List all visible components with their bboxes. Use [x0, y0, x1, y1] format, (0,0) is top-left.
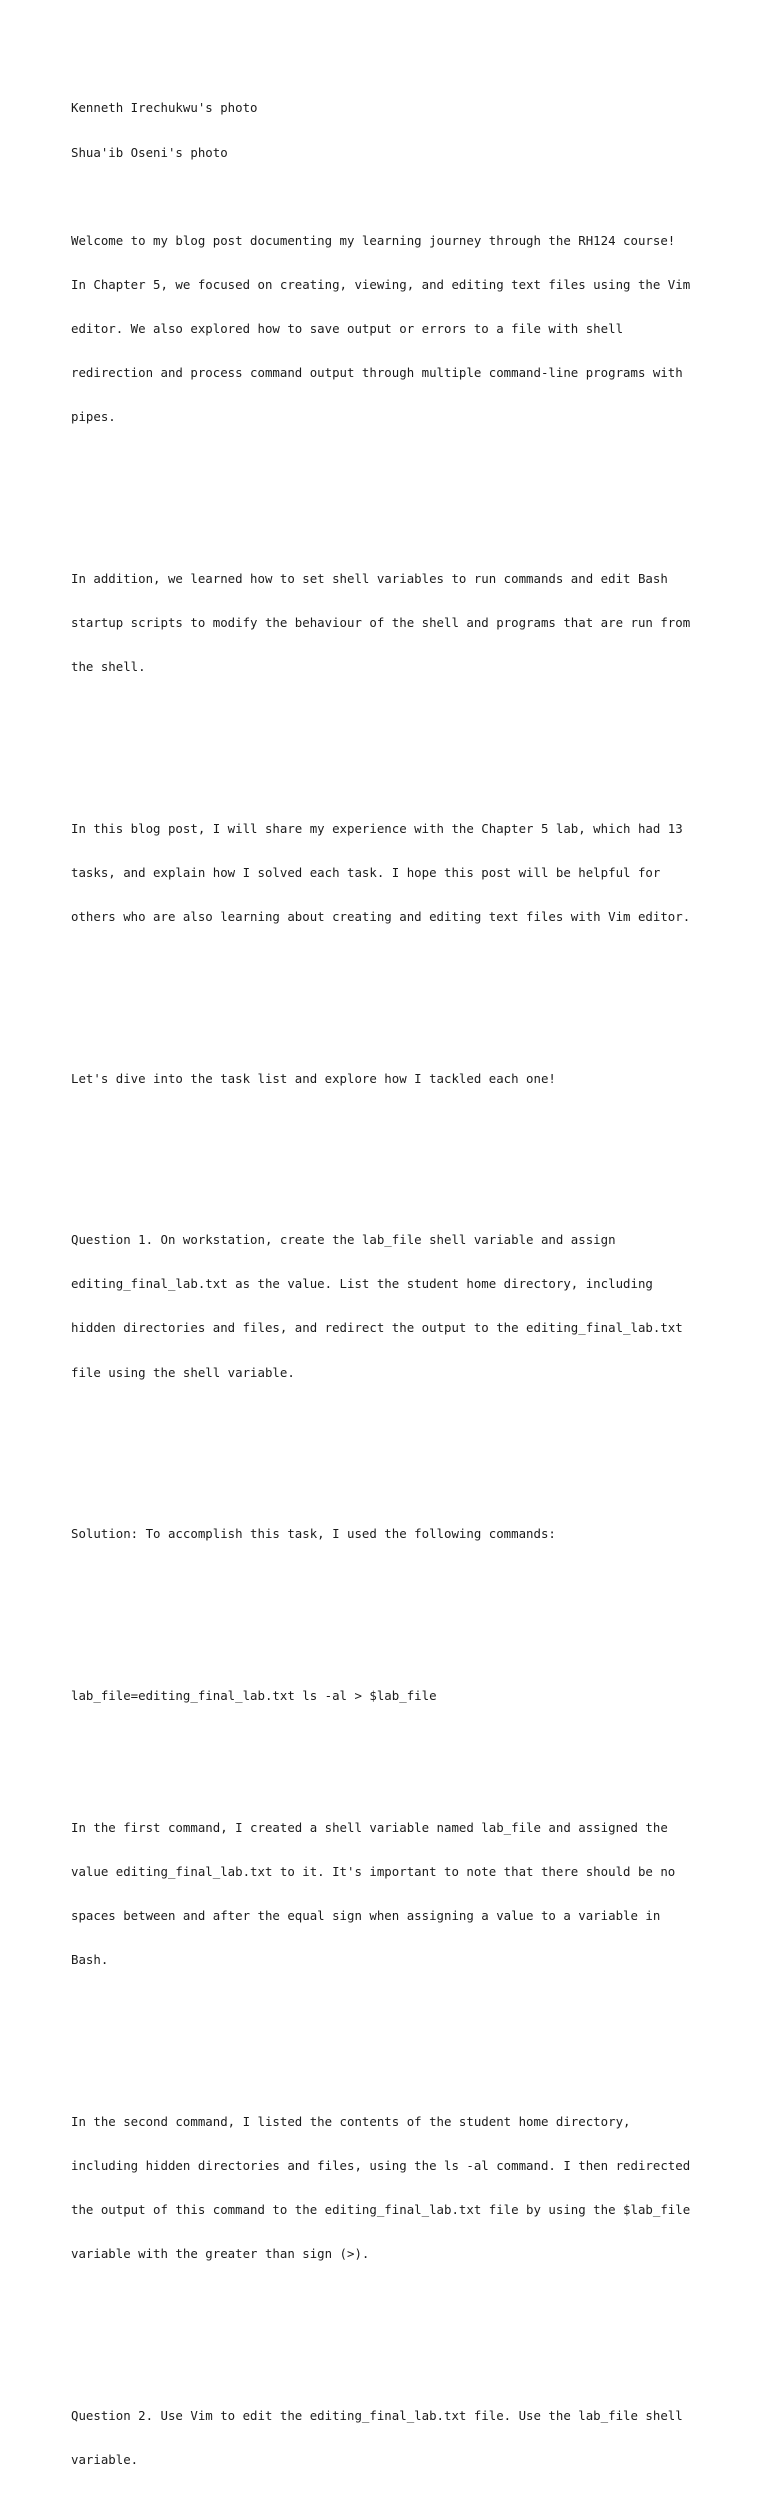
intro-line: editor. We also explored how to save output or errors to a file with shell: [71, 320, 624, 336]
paragraph-line: tasks, and explain how I solved each task. I hope this post will be helpful for: [71, 864, 661, 880]
question-line: Question 2. Use Vim to edit the editing_final_lab.txt file. Use the lab_file shell: [71, 2408, 683, 2424]
question-line: Question 1. On workstation, create the lab_file shell variable and assign: [71, 1232, 616, 1248]
shell-variables-paragraph: [71, 542, 711, 704]
paragraph-line: the output of this command to the editing_final_lab.txt file by using the $lab_file: [71, 2202, 691, 2218]
lab-paragraph: [71, 792, 711, 954]
question-line: hidden directories and files, and redirect the output to the editing_final_lab.txt: [71, 1320, 683, 1336]
solution-1: [71, 1498, 711, 1572]
paragraph-line: spaces between and after the equal sign when assigning a value to a variable in: [71, 1908, 661, 1924]
intro-line: pipes.: [71, 409, 116, 425]
paragraph-line: Let's dive into the task list and explore how I tackled each one!: [71, 1070, 556, 1086]
question-line: variable.: [71, 2452, 139, 2468]
paragraph-gap: [71, 1733, 711, 1748]
paragraph-line: In the first command, I created a shell variable named lab_file and assigned the: [71, 1820, 668, 1836]
blog-document: [71, 72, 711, 2512]
paragraph-line: In addition, we learned how to set shell variables to run commands and edit Bash: [71, 570, 668, 586]
question-line: file using the shell variable.: [71, 1364, 295, 1380]
paragraph-gap: [71, 1145, 711, 1160]
paragraph-gap: [71, 733, 711, 748]
explanation-2: [71, 2086, 711, 2292]
paragraph-gap: [71, 484, 711, 499]
photo-caption-shuaib: Shua'ib Oseni's photo: [71, 144, 228, 160]
photo-caption-kenneth: Kenneth Irechukwu's photo: [71, 100, 258, 116]
paragraph-line: In this blog post, I will share my experience with the Chapter 5 lab, which had 13: [71, 820, 683, 836]
code-gap: [71, 1601, 711, 1645]
question-line: editing_final_lab.txt as the value. List the student home directory, including: [71, 1276, 653, 1292]
intro-line: In Chapter 5, we focused on creating, viewing, and editing text files using the Vim: [71, 276, 691, 292]
dive-paragraph: [71, 1042, 711, 1116]
paragraph-line: others who are also learning about creating and editing text files with Vim editor.: [71, 908, 691, 924]
paragraph-line: value editing_final_lab.txt to it. It's important to note that there should be no: [71, 1864, 676, 1880]
question-2: [71, 2380, 711, 2498]
question-1: [71, 1204, 711, 1410]
intro-line: redirection and process command output through multiple command-line programs with: [71, 364, 683, 380]
paragraph-gap: [71, 1439, 711, 1454]
paragraph-line: the shell.: [71, 658, 146, 674]
solution-line: Solution: To accomplish this task, I used the following commands:: [71, 1526, 556, 1542]
explanation-1: [71, 1792, 711, 1998]
intro-line: Welcome to my blog post documenting my learning journey through the RH124 course!: [71, 232, 676, 248]
paragraph-gap: [71, 2027, 711, 2042]
intro-paragraph: [71, 204, 711, 454]
paragraph-line: Bash.: [71, 1952, 109, 1968]
paragraph-line: In the second command, I listed the contents of the student home directory,: [71, 2114, 631, 2130]
paragraph-line: startup scripts to modify the behaviour of the shell and programs that are run from: [71, 614, 691, 630]
paragraph-line: including hidden directories and files, using the ls -al command. I then redirected: [71, 2158, 691, 2174]
paragraph-line: variable with the greater than sign (>).: [71, 2246, 370, 2262]
code-line: lab_file=editing_final_lab.txt ls -al > $lab_file: [71, 1687, 437, 1703]
paragraph-gap: [71, 2321, 711, 2336]
paragraph-gap: [71, 983, 711, 998]
